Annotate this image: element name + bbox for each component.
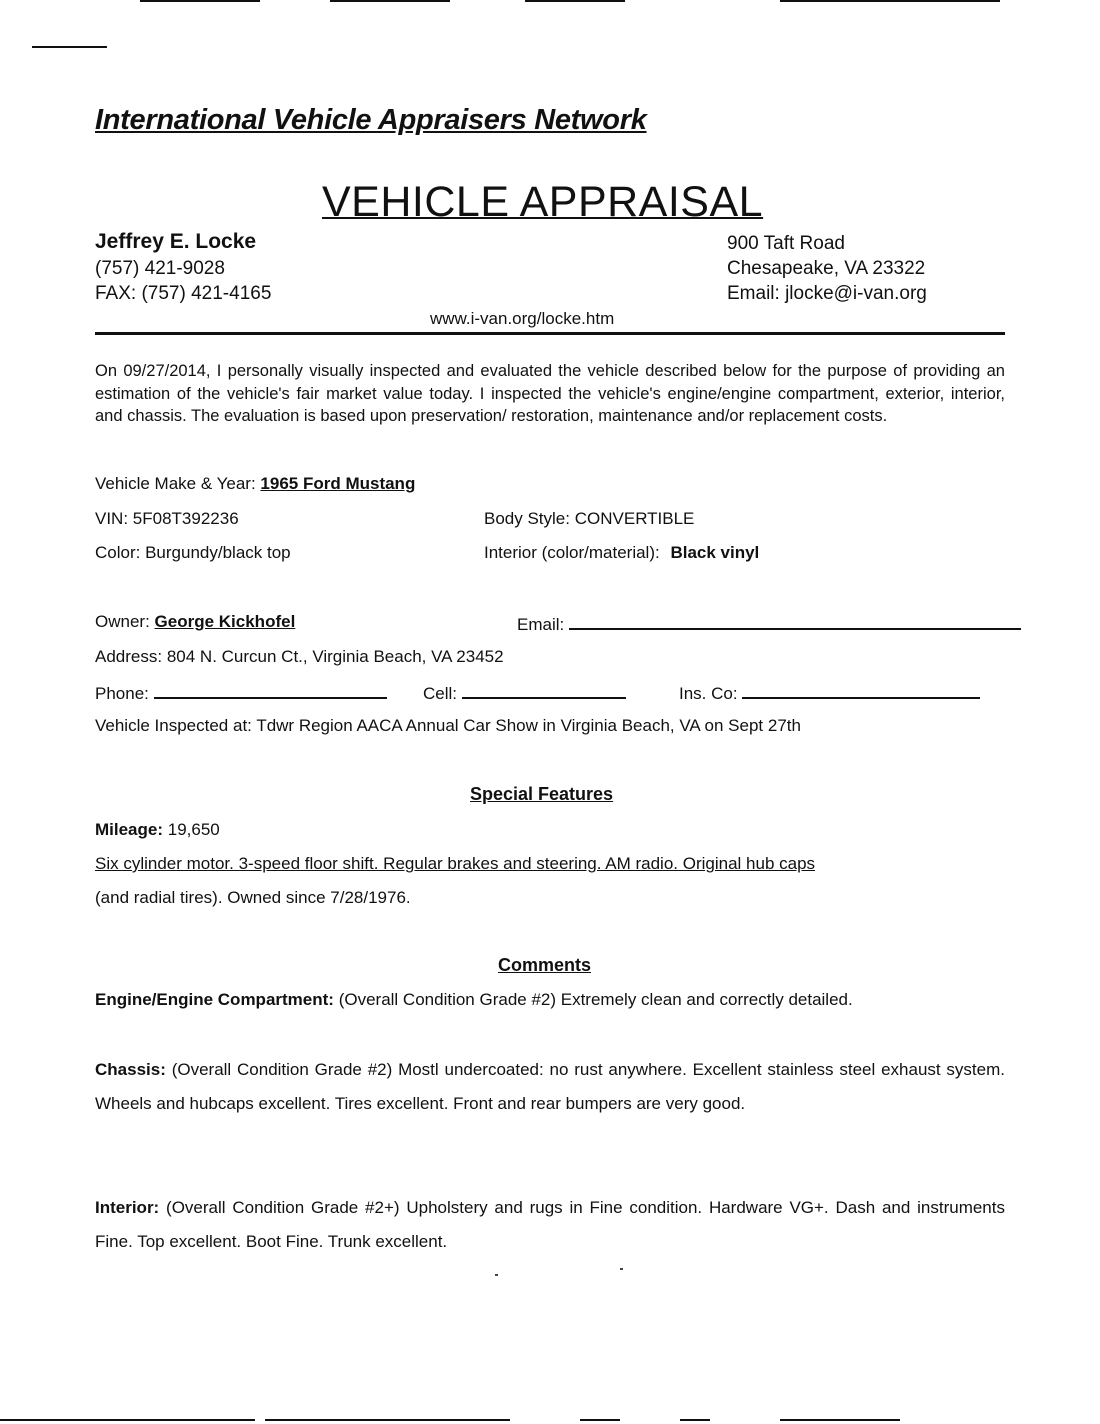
- body-style-value: CONVERTIBLE: [574, 509, 695, 528]
- color-label: Color:: [95, 543, 141, 562]
- special-features-heading: Special Features: [470, 784, 614, 804]
- owner-ins-row: [679, 681, 980, 704]
- scan-mark-bottom-1: [0, 1419, 255, 1421]
- owner-address-row: [95, 647, 504, 667]
- engine-comment-label: Engine/Engine Compartment:: [95, 990, 334, 1009]
- owner-ins-label: Ins. Co:: [679, 684, 738, 703]
- vehicle-make-year-label: Vehicle Make & Year:: [95, 474, 256, 493]
- owner-email-label: Email:: [517, 615, 565, 634]
- scan-speck-2: [620, 1268, 623, 1270]
- appraiser-fax: FAX: (757) 421-4165: [95, 283, 272, 304]
- appraiser-phone: (757) 421-9028: [95, 258, 225, 279]
- vin-row: [95, 509, 239, 529]
- appraiser-address-line1: 900 Taft Road: [727, 233, 845, 254]
- owner-email-row: [517, 612, 1021, 635]
- intro-paragraph: On 09/27/2014, I personally visually inspected and evaluated the vehicle described below for the purpose of providing an estimation of the vehicle's fair market value today. I inspected the vehicle's engine/engine compartment, exterior, interior, and chassis. The evaluation is based upon preservation/ restoration, maintenance and/or replacement costs.: [95, 362, 1005, 425]
- interior-comment-label: Interior:: [95, 1198, 160, 1217]
- vin-value: 5F08T392236: [132, 509, 239, 528]
- interior-value: Black vinyl: [670, 543, 760, 562]
- engine-comment: [95, 983, 1005, 1017]
- owner-cell-label: Cell:: [423, 684, 458, 703]
- owner-address-value: 804 N. Curcun Ct., Virginia Beach, VA 23452: [166, 647, 504, 666]
- interior-label: Interior (color/material):: [484, 543, 660, 562]
- appraiser-name: Jeffrey E. Locke: [95, 230, 257, 253]
- scan-mark-top-1: [140, 0, 260, 2]
- vehicle-make-year-value: 1965 Ford Mustang: [260, 474, 416, 493]
- owner-address-label: Address:: [95, 647, 163, 666]
- inspection-location-row: [95, 716, 801, 736]
- owner-row: [95, 612, 295, 632]
- scan-mark-bottom-4: [680, 1419, 710, 1421]
- appraiser-email: Email: jlocke@i-van.org: [727, 283, 927, 304]
- scan-mark-bottom-2: [265, 1419, 510, 1421]
- interior-comment: [95, 1191, 1005, 1259]
- body-style-row: [484, 509, 694, 529]
- special-features-rest: (and radial tires). Owned since 7/28/1976.: [95, 888, 411, 907]
- chassis-comment-label: Chassis:: [95, 1060, 166, 1079]
- owner-value: George Kickhofel: [154, 612, 296, 631]
- scan-mark-top-2: [330, 0, 450, 2]
- inspection-location-value: Tdwr Region AACA Annual Car Show in Virginia Beach, VA on Sept 27th: [256, 716, 801, 735]
- color-value: Burgundy/black top: [145, 543, 291, 562]
- special-features-text: [95, 847, 1005, 915]
- interior-row: [484, 543, 759, 563]
- appraiser-website: www.i-van.org/locke.htm: [430, 309, 615, 328]
- owner-cell-row: [423, 681, 626, 704]
- vehicle-make-year-row: [95, 474, 415, 494]
- inspection-location-label: Vehicle Inspected at:: [95, 716, 252, 735]
- scan-mark-bottom-3: [580, 1419, 620, 1421]
- document-title: VEHICLE APPRAISAL: [322, 178, 764, 226]
- vin-label: VIN:: [95, 509, 129, 528]
- chassis-comment: [95, 1053, 1005, 1121]
- mileage-row: [95, 820, 220, 840]
- special-features-underlined: Six cylinder motor. 3-speed floor shift. Regular brakes and steering. AM radio. Original hub caps: [95, 854, 816, 873]
- scan-mark-left: [32, 46, 107, 48]
- chassis-comment-text: (Overall Condition Grade #2) Mostl undercoated: no rust anywhere. Excellent stainless steel exhaust system. Wheels and hubcaps excellent. Tires excellent. Front and rear bumpers are very good.: [95, 1060, 1005, 1113]
- scan-speck-1: [495, 1274, 498, 1276]
- color-row: [95, 543, 291, 563]
- engine-comment-text: (Overall Condition Grade #2) Extremely clean and correctly detailed.: [338, 990, 853, 1009]
- appraiser-address-line2: Chesapeake, VA 23322: [727, 258, 926, 279]
- mileage-value: 19,650: [167, 820, 220, 839]
- mileage-label: Mileage:: [95, 820, 164, 839]
- scan-mark-top-4: [780, 0, 1000, 2]
- interior-comment-text: (Overall Condition Grade #2+) Upholstery and rugs in Fine condition. Hardware VG+. Dash and instruments Fine. Top excellent. Boot Fine. Trunk excellent.: [95, 1198, 1005, 1251]
- body-style-label: Body Style:: [484, 509, 570, 528]
- owner-label: Owner:: [95, 612, 150, 631]
- scan-mark-bottom-5: [780, 1419, 900, 1421]
- header-divider: [95, 332, 1005, 335]
- owner-phone-blank: [154, 681, 387, 699]
- organization-name: International Vehicle Appraisers Network: [95, 104, 647, 136]
- owner-cell-blank: [462, 681, 626, 699]
- owner-ins-blank: [742, 681, 980, 699]
- scan-mark-top-3: [525, 0, 625, 2]
- owner-phone-label: Phone:: [95, 684, 149, 703]
- comments-heading: Comments: [498, 955, 592, 975]
- owner-email-blank: [569, 612, 1021, 630]
- owner-phone-row: [95, 681, 387, 704]
